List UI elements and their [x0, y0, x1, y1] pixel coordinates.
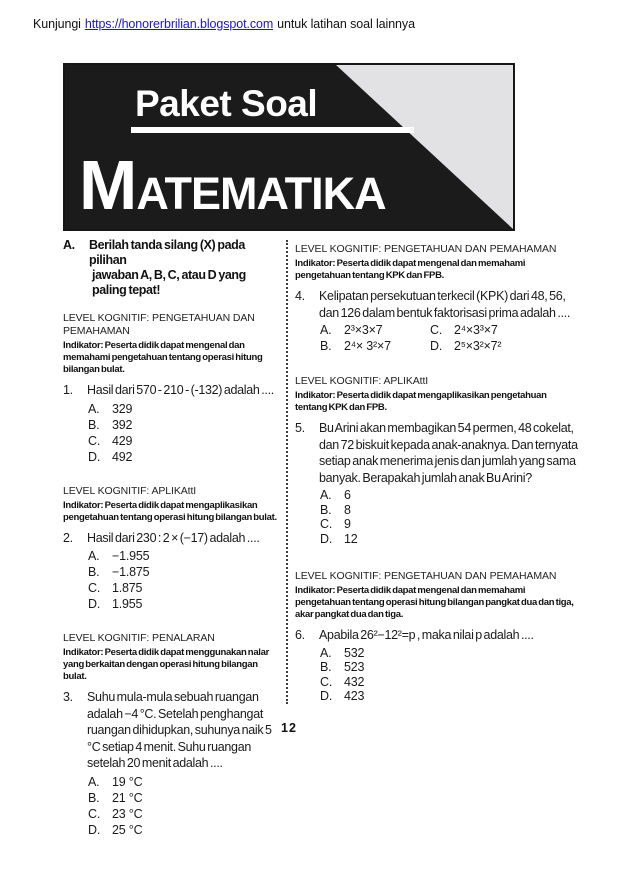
option-label: C. [430, 323, 443, 337]
option-value: 432 [344, 674, 365, 689]
option-label: D. [320, 689, 333, 703]
option-label: A. [320, 323, 332, 337]
question-text: Kelipatan persekutuan terkecil (KPK) dari 48, 56, dan 126 dalam bentuk faktorisasi prima adalah .... [319, 289, 571, 320]
option-label: D. [88, 449, 101, 464]
option-value: 1.875 [112, 581, 143, 595]
banner-subject-rest: ATEMATIKA [136, 168, 386, 219]
option-value: 492 [112, 449, 133, 464]
option-label: B. [88, 565, 100, 579]
level-kognitif-label: LEVEL KOGNITIF: PENGETAHUAN DAN PEMAHAMAN [295, 570, 557, 582]
answer-option [88, 790, 282, 806]
option-value: 9 [344, 517, 351, 531]
question-block [295, 570, 578, 704]
answer-option [320, 503, 578, 518]
answer-option [88, 433, 282, 449]
answer-option [320, 532, 578, 547]
blog-link[interactable]: https://honorerbrilian.blogspot.com [84, 17, 274, 31]
answer-option [320, 339, 430, 353]
answer-options [88, 548, 282, 612]
option-value: 21 °C [112, 790, 143, 805]
answer-option [88, 417, 282, 433]
option-label: C. [88, 806, 101, 821]
option-label: C. [320, 674, 333, 689]
option-label: A. [320, 488, 332, 502]
option-label: D. [88, 822, 101, 837]
level-kognitif-label: LEVEL KOGNITIF: APLIKAttI [63, 484, 197, 497]
answer-option [88, 806, 282, 822]
section-instruction [63, 238, 282, 298]
option-value: 429 [112, 433, 133, 448]
option-value: 423 [344, 689, 365, 703]
answer-option [320, 689, 578, 704]
answer-option [88, 596, 282, 612]
indikator-text: Indikator: Peserta didik dapat menggunakan nalar yang berkaitan dengan operasi hitung bilangan bulat. [63, 647, 270, 682]
option-value: 523 [344, 660, 365, 674]
visit-note-prefix: Kunjungi [33, 17, 81, 31]
indikator-text: Indikator: Peserta didik dapat mengaplikasikan pengetahuan tentang KPK dan FPB. [295, 390, 547, 413]
question-block [63, 312, 282, 465]
question-block [63, 485, 282, 613]
answer-option [430, 339, 578, 353]
answer-option [88, 822, 282, 838]
level-kognitif-label: LEVEL KOGNITIF: PENGETAHUAN DAN PEMAHAMAN [295, 243, 557, 255]
option-value: 25 °C [112, 822, 143, 837]
option-value: 392 [112, 417, 133, 432]
answer-option [320, 517, 578, 532]
option-value: 2⁵×3²×7² [454, 339, 502, 353]
option-label: B. [320, 660, 332, 674]
answer-option [320, 488, 578, 503]
option-value: 532 [344, 645, 365, 660]
question-text: Hasil dari 230 : 2 × (−17) adalah .... [87, 530, 260, 545]
option-value: 8 [344, 502, 351, 517]
option-label: D. [430, 339, 443, 353]
level-kognitif-label: LEVEL KOGNITIF: PENGETAHUAN DAN PEMAHAMAN [63, 312, 255, 337]
option-label: B. [320, 502, 332, 517]
section-instruction-line2: jawaban A, B, C, atau D yang paling tepat! [92, 268, 246, 297]
banner-subject [79, 146, 386, 224]
answer-option [320, 323, 430, 337]
option-value: −1.875 [112, 565, 150, 579]
answer-options [88, 401, 282, 465]
answer-option [430, 323, 578, 337]
option-value: 1.955 [112, 597, 143, 611]
column-divider [286, 240, 288, 704]
option-label: B. [320, 339, 332, 353]
indikator-text: Indikator: Peserta didik dapat mengenal dan memahami pengetahuan tentang operasi hitung bilangan pangkat dua dan tiga, akar pangkat dua dan tiga. [295, 585, 574, 620]
option-label: D. [320, 531, 333, 546]
answer-option [88, 449, 282, 465]
option-label: D. [88, 597, 101, 611]
banner-subject-initial: M [79, 146, 137, 224]
left-column [63, 238, 282, 850]
question [295, 288, 578, 321]
visit-note-suffix: untuk latihan soal lainnya [277, 17, 415, 31]
option-label: B. [88, 790, 100, 805]
option-label: A. [320, 645, 332, 660]
question-number: 3. [63, 690, 73, 704]
option-value: 6 [344, 488, 351, 502]
page-number: 12 [281, 721, 297, 735]
question [63, 530, 282, 547]
right-column [295, 243, 578, 716]
banner-title: Paket Soal [135, 83, 318, 124]
question [295, 627, 578, 644]
question [295, 420, 578, 486]
section-instruction-line1: Berilah tanda silang (X) pada pilihan [89, 238, 245, 267]
banner-title-underline [131, 127, 414, 133]
question-number: 4. [295, 289, 305, 303]
question-number: 1. [63, 383, 73, 397]
answer-options [320, 646, 578, 704]
level-kognitif-label: LEVEL KOGNITIF: PENALARAN [63, 632, 215, 644]
visit-note [33, 17, 415, 31]
question-number: 6. [295, 628, 305, 642]
option-value: 19 °C [112, 774, 143, 789]
question-text: Hasil dari 570 - 210 - (-132) adalah .... [87, 383, 274, 397]
question-number: 5. [295, 421, 305, 435]
option-value: 2⁴× 3²×7 [344, 339, 391, 353]
answer-option [88, 401, 282, 417]
option-label: C. [88, 581, 101, 595]
option-value: 23 °C [112, 806, 143, 821]
indikator-text: Indikator: Peserta didik dapat mengenal dan memahami pengetahuan tentang KPK dan FPB. [295, 258, 526, 281]
level-kognitif-label: LEVEL KOGNITIF: APLIKAttI [295, 375, 429, 387]
answer-option [88, 580, 282, 596]
answer-options [320, 323, 578, 353]
option-value: 2⁴×3³×7 [454, 323, 498, 337]
option-label: C. [320, 517, 333, 531]
answer-option [320, 660, 578, 675]
answer-option [88, 564, 282, 580]
option-label: A. [88, 401, 100, 416]
option-value: 2³×3×7 [344, 323, 383, 337]
question-text: Apabila 26²−12²=p , maka nilai p adalah .... [319, 628, 534, 642]
indikator-text: Indikator: Peserta didik dapat mengaplikasikan pengetahuan tentang operasi hitung bilangan bulat. [63, 499, 277, 523]
answer-option [88, 774, 282, 790]
title-banner [63, 63, 515, 231]
answer-options [320, 488, 578, 546]
option-label: A. [88, 774, 100, 789]
section-label: A. [63, 238, 75, 252]
question [63, 382, 282, 399]
answer-options [88, 774, 282, 838]
question-text: Bu Arini akan membagikan 54 permen, 48 cokelat, dan 72 biskuit kepada anak-anaknya. Dan ternyata setiap anak menerima jenis dan jumlah yang sama banyak. Berapakah jumlah anak Bu Arini? [319, 421, 578, 485]
option-value: 12 [344, 531, 358, 546]
indikator-text: Indikator: Peserta didik dapat mengenal dan memahami pengetahuan tentang operasi hitung bilangan bulat. [63, 340, 263, 375]
answer-option [320, 646, 578, 661]
option-label: C. [88, 433, 101, 448]
question-number: 2. [63, 530, 73, 545]
answer-option [320, 675, 578, 690]
option-label: A. [88, 549, 100, 563]
question-text: Suhu mula-mula sebuah ruangan adalah −4 °C. Setelah penghangat ruangan dihidupkan, suhunya naik 5 °C setiap 4 menit. Suhu ruangan setelah 20 menit adalah .... [87, 690, 272, 770]
option-value: −1.955 [112, 549, 150, 563]
answer-option [88, 548, 282, 564]
option-label: B. [88, 417, 100, 432]
question-block [295, 243, 578, 353]
option-value: 329 [112, 401, 133, 416]
question-block [295, 375, 578, 546]
